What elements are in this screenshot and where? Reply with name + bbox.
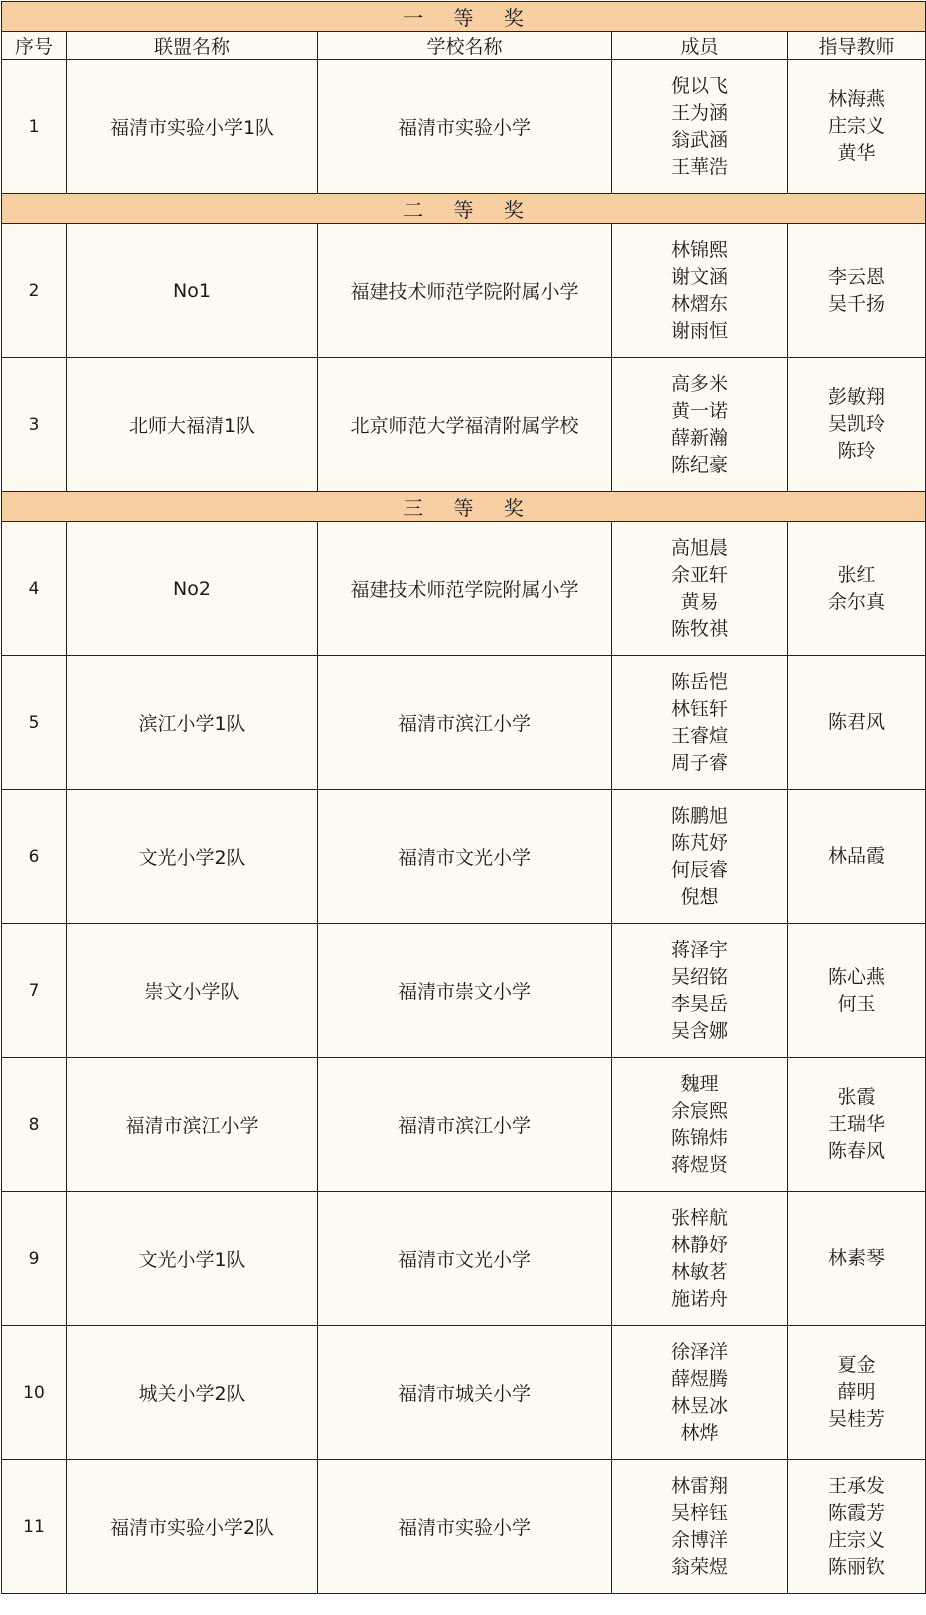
teachers-cell <box>788 224 926 358</box>
teacher-name: 王瑞华 <box>828 1113 886 1135</box>
teacher-name: 王承发 <box>828 1474 886 1497</box>
teachers-cell <box>788 1192 926 1326</box>
seq-cell: 3 <box>2 358 67 492</box>
members-cell <box>612 1326 788 1460</box>
teachers-cell <box>788 790 926 924</box>
member-name: 黄一诺 <box>670 399 728 422</box>
school-name-cell: 福清市滨江小学 <box>318 1058 612 1192</box>
members-cell <box>612 1192 788 1326</box>
teachers-cell <box>788 1058 926 1192</box>
members-cell <box>612 224 788 358</box>
member-name: 倪以飞 <box>670 74 728 97</box>
teacher-name: 陈丽钦 <box>828 1555 886 1578</box>
award-section-row <box>2 2 926 32</box>
school-name-cell: 福清市实验小学 <box>318 60 612 194</box>
table-row <box>2 1326 926 1460</box>
teacher-name: 林品霞 <box>828 845 886 867</box>
member-name: 周子睿 <box>670 751 728 774</box>
member-name: 张梓航 <box>670 1206 728 1229</box>
member-name: 翁武涵 <box>670 128 728 151</box>
member-name: 王为涵 <box>670 101 728 124</box>
alliance-name-cell: No1 <box>67 224 318 358</box>
member-name: 林昱冰 <box>670 1394 728 1417</box>
member-name: 林敏茗 <box>670 1260 728 1283</box>
member-name: 蒋煜贤 <box>670 1153 728 1176</box>
seq-cell: 7 <box>2 924 67 1058</box>
members-cell <box>612 60 788 194</box>
seq-cell: 10 <box>2 1326 67 1460</box>
table-row <box>2 358 926 492</box>
teacher-name: 陈君风 <box>828 711 886 733</box>
member-name: 施诺舟 <box>670 1287 728 1310</box>
member-name: 何辰睿 <box>670 858 728 881</box>
teachers-cell <box>788 522 926 656</box>
table-body <box>2 2 926 1594</box>
teacher-name: 吴桂芳 <box>828 1408 886 1430</box>
teacher-name: 黄华 <box>837 142 876 164</box>
school-name-cell: 福建技术师范学院附属小学 <box>318 224 612 358</box>
member-name: 陈牧祺 <box>670 617 728 640</box>
teacher-name: 吴凯玲 <box>828 413 886 435</box>
member-name: 黄易 <box>680 590 719 613</box>
members-cell <box>612 790 788 924</box>
member-name: 陈岳恺 <box>670 670 728 693</box>
table-row <box>2 924 926 1058</box>
header-teachers: 指导教师 <box>788 32 926 60</box>
seq-cell: 8 <box>2 1058 67 1192</box>
member-name: 林钰轩 <box>670 697 728 720</box>
member-name: 吴含娜 <box>670 1019 728 1042</box>
member-name: 吴梓钰 <box>670 1501 728 1524</box>
teachers-cell <box>788 1460 926 1594</box>
teacher-name: 薛明 <box>837 1381 876 1403</box>
school-name-cell: 福清市城关小学 <box>318 1326 612 1460</box>
table-row <box>2 1460 926 1594</box>
teacher-name: 何玉 <box>837 992 876 1015</box>
seq-cell: 2 <box>2 224 67 358</box>
alliance-name-cell: 福清市实验小学1队 <box>67 60 318 194</box>
members-cell <box>612 924 788 1058</box>
seq-cell: 11 <box>2 1460 67 1594</box>
member-name: 林烨 <box>680 1421 719 1444</box>
table-row <box>2 790 926 924</box>
member-name: 王睿煊 <box>670 724 728 747</box>
column-header-row <box>2 32 926 60</box>
award-table <box>1 1 926 1594</box>
teachers-cell <box>788 656 926 790</box>
member-name: 王華浩 <box>670 155 728 178</box>
teacher-name: 林海燕 <box>828 88 886 110</box>
award-section-title: 一 等 奖 <box>2 2 926 32</box>
teacher-name: 陈心燕 <box>828 965 886 988</box>
table-row <box>2 1058 926 1192</box>
member-name: 倪想 <box>680 885 719 908</box>
teachers-cell <box>788 924 926 1058</box>
members-cell <box>612 1460 788 1594</box>
member-name: 余博洋 <box>670 1528 728 1551</box>
seq-cell: 6 <box>2 790 67 924</box>
member-name: 李昊岳 <box>670 992 728 1015</box>
award-section-title: 二 等 奖 <box>2 194 926 224</box>
seq-cell: 9 <box>2 1192 67 1326</box>
alliance-name-cell: 滨江小学1队 <box>67 656 318 790</box>
teacher-name: 李云恩 <box>828 265 886 288</box>
table-row <box>2 1192 926 1326</box>
award-section-row <box>2 194 926 224</box>
school-name-cell: 福清市文光小学 <box>318 790 612 924</box>
members-cell <box>612 358 788 492</box>
teacher-name: 庄宗义 <box>828 1528 886 1551</box>
teacher-name: 陈霞芳 <box>828 1501 886 1524</box>
teacher-name: 张霞 <box>837 1086 876 1108</box>
alliance-name-cell: 崇文小学队 <box>67 924 318 1058</box>
teachers-cell <box>788 60 926 194</box>
school-name-cell: 福清市崇文小学 <box>318 924 612 1058</box>
alliance-name-cell: No2 <box>67 522 318 656</box>
member-name: 薛煜腾 <box>670 1367 728 1390</box>
member-name: 林锦熙 <box>670 238 728 261</box>
school-name-cell: 福清市文光小学 <box>318 1192 612 1326</box>
header-seq: 序号 <box>2 32 67 60</box>
teacher-name: 庄宗义 <box>828 115 886 137</box>
member-name: 林雷翔 <box>670 1474 728 1497</box>
table-row <box>2 60 926 194</box>
member-name: 吴绍铭 <box>670 965 728 988</box>
school-name-cell: 福清市滨江小学 <box>318 656 612 790</box>
teacher-name: 陈玲 <box>837 440 876 462</box>
header-members: 成员 <box>612 32 788 60</box>
member-name: 陈锦炜 <box>670 1126 728 1149</box>
member-name: 林静妤 <box>670 1233 728 1256</box>
member-name: 陈芃妤 <box>670 831 728 854</box>
member-name: 谢雨恒 <box>670 319 728 342</box>
teacher-name: 林素琴 <box>828 1247 886 1269</box>
table-row <box>2 656 926 790</box>
header-school: 学校名称 <box>318 32 612 60</box>
member-name: 魏理 <box>680 1072 719 1095</box>
teacher-name: 吴千扬 <box>828 292 886 315</box>
members-cell <box>612 1058 788 1192</box>
teacher-name: 彭敏翔 <box>828 386 886 408</box>
alliance-name-cell: 福清市实验小学2队 <box>67 1460 318 1594</box>
seq-cell: 5 <box>2 656 67 790</box>
teacher-name: 张红 <box>837 563 876 586</box>
member-name: 高旭晨 <box>670 536 728 559</box>
member-name: 陈纪豪 <box>670 453 728 476</box>
member-name: 余亚轩 <box>670 563 728 586</box>
teacher-name: 余尔真 <box>828 590 886 613</box>
member-name: 翁荣煜 <box>670 1555 728 1578</box>
member-name: 薛新瀚 <box>670 426 728 449</box>
alliance-name-cell: 福清市滨江小学 <box>67 1058 318 1192</box>
member-name: 余宸熙 <box>670 1099 728 1122</box>
member-name: 徐泽洋 <box>670 1340 728 1363</box>
award-section-row <box>2 492 926 522</box>
member-name: 高多米 <box>670 372 728 395</box>
member-name: 陈鹏旭 <box>670 804 728 827</box>
header-alliance: 联盟名称 <box>67 32 318 60</box>
member-name: 蒋泽宇 <box>670 938 728 961</box>
alliance-name-cell: 城关小学2队 <box>67 1326 318 1460</box>
school-name-cell: 福清市实验小学 <box>318 1460 612 1594</box>
member-name: 谢文涵 <box>670 265 728 288</box>
members-cell <box>612 656 788 790</box>
alliance-name-cell: 文光小学2队 <box>67 790 318 924</box>
member-name: 林熠东 <box>670 292 728 315</box>
seq-cell: 4 <box>2 522 67 656</box>
seq-cell: 1 <box>2 60 67 194</box>
school-name-cell: 福建技术师范学院附属小学 <box>318 522 612 656</box>
teacher-name: 陈春风 <box>828 1140 886 1162</box>
table-row <box>2 224 926 358</box>
school-name-cell: 北京师范大学福清附属学校 <box>318 358 612 492</box>
members-cell <box>612 522 788 656</box>
table-row <box>2 522 926 656</box>
teachers-cell <box>788 358 926 492</box>
alliance-name-cell: 北师大福清1队 <box>67 358 318 492</box>
teacher-name: 夏金 <box>837 1354 876 1376</box>
alliance-name-cell: 文光小学1队 <box>67 1192 318 1326</box>
teachers-cell <box>788 1326 926 1460</box>
award-section-title: 三 等 奖 <box>2 492 926 522</box>
